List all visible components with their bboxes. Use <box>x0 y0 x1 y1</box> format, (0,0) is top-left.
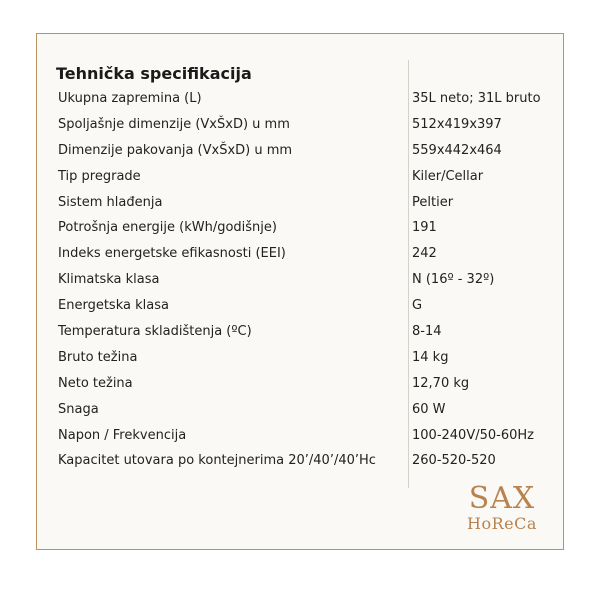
spec-row <box>0 295 600 321</box>
spec-value: Peltier <box>412 194 454 210</box>
spec-row <box>0 166 600 192</box>
spec-row <box>0 217 600 243</box>
spec-row <box>0 347 600 373</box>
spec-row <box>0 140 600 166</box>
spec-key: Ukupna zapremina (L) <box>58 91 202 106</box>
spec-key: Klimatska klasa <box>58 272 160 288</box>
spec-row <box>0 425 600 451</box>
spec-key: Bruto težina <box>58 349 138 365</box>
spec-value: 60 W <box>412 401 446 417</box>
spec-key: Napon / Frekvencija <box>58 427 187 443</box>
spec-key: Snaga <box>58 401 99 417</box>
spec-key: Neto težina <box>58 375 133 391</box>
spec-value: 8-14 <box>412 324 442 340</box>
spec-row <box>0 88 600 114</box>
spec-value: 260-520-520 <box>412 453 496 469</box>
spec-value: 12,70 kg <box>412 375 470 391</box>
logo-line-horeca: HoReCa <box>467 514 537 533</box>
spec-key: Potrošnja energije (kWh/godišnje) <box>58 220 277 236</box>
spec-row <box>0 192 600 218</box>
spec-title: Tehnička specifikacija <box>56 64 252 83</box>
spec-value: N (16º - 32º) <box>412 272 495 288</box>
spec-row <box>0 373 600 399</box>
spec-value: 100-240V/50-60Hz <box>412 427 534 443</box>
spec-row <box>0 269 600 295</box>
spec-row <box>0 399 600 425</box>
spec-key: Indeks energetske efikasnosti (EEI) <box>58 246 286 262</box>
spec-value: 559x442x464 <box>412 142 502 158</box>
spec-key: Dimenzije pakovanja (VxŠxD) u mm <box>58 142 293 158</box>
spec-key: Sistem hlađenja <box>58 194 163 210</box>
spec-value: 242 <box>412 246 437 262</box>
spec-key: Tip pregrade <box>58 168 141 184</box>
spec-row <box>0 450 600 476</box>
spec-value: 35L neto; 31L bruto <box>412 91 541 106</box>
spec-value: 14 kg <box>412 349 449 365</box>
spec-row <box>0 114 600 140</box>
spec-key: Temperatura skladištenja (ºC) <box>58 324 252 340</box>
spec-row <box>0 321 600 347</box>
spec-key: Spoljašnje dimenzije (VxŠxD) u mm <box>58 116 290 132</box>
spec-key: Kapacitet utovara po kontejnerima 20’/40’/40’Hc <box>58 453 376 469</box>
spec-value: Kiler/Cellar <box>412 168 484 184</box>
spec-value: 512x419x397 <box>412 116 502 132</box>
sax-horeca-logo <box>452 481 552 534</box>
spec-table <box>0 88 600 476</box>
spec-value: G <box>412 298 423 314</box>
spec-row <box>0 243 600 269</box>
logo-line-sax: SAX <box>468 481 536 516</box>
spec-value: 191 <box>412 220 437 236</box>
spec-key: Energetska klasa <box>58 298 169 314</box>
